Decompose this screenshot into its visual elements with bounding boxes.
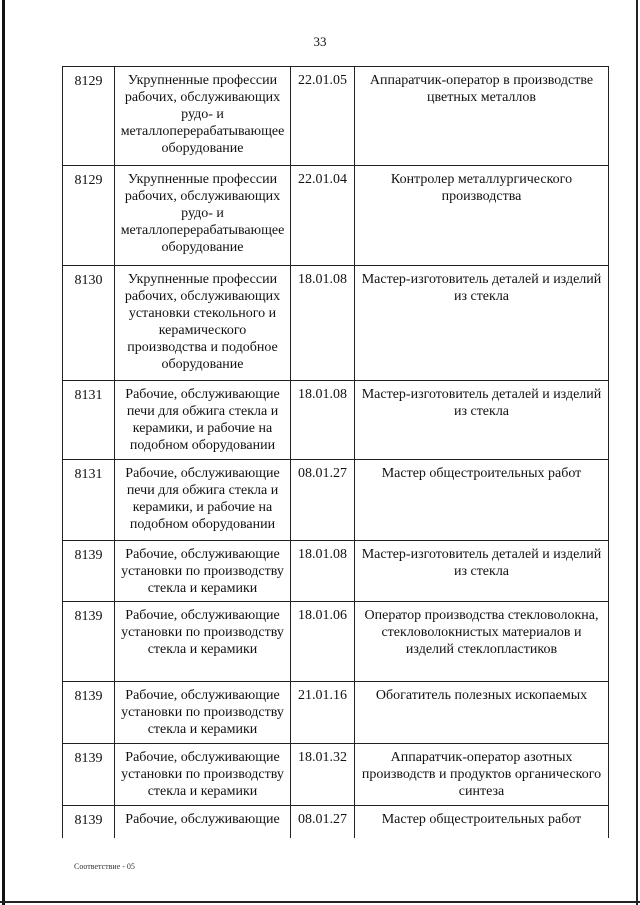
specialty-code-cell: 18.01.08 bbox=[291, 381, 355, 460]
table-row bbox=[63, 67, 609, 166]
page-number: 33 bbox=[313, 34, 327, 49]
profession-table bbox=[62, 66, 609, 838]
profession-name-cell: Оператор производства стекловолокна, стекловолокнистых материалов и изделий стеклопластиков bbox=[355, 602, 609, 682]
profession-name-cell: Обогатитель полезных ископаемых bbox=[355, 682, 609, 744]
profession-name-cell: Мастер-изготовитель деталей и изделий из стекла bbox=[355, 541, 609, 602]
table-row bbox=[63, 744, 609, 806]
page-left-border bbox=[2, 0, 5, 905]
profession-group-cell: Укрупненные профессии рабочих, обслуживающих установки стекольного и керамического производства и подобное оборудование bbox=[115, 266, 291, 381]
table-row bbox=[63, 460, 609, 541]
okz-code-cell: 8139 bbox=[63, 602, 115, 682]
table-row bbox=[63, 541, 609, 602]
profession-group-cell: Рабочие, обслуживающие установки по производству стекла и керамики bbox=[115, 602, 291, 682]
profession-name-cell: Мастер-изготовитель деталей и изделий из стекла bbox=[355, 381, 609, 460]
profession-name-cell: Мастер общестроительных работ bbox=[355, 806, 609, 838]
profession-group-cell: Рабочие, обслуживающие установки по производству стекла и керамики bbox=[115, 541, 291, 602]
profession-group-cell: Укрупненные профессии рабочих, обслуживающих рудо- и металлоперерабатывающее оборудование bbox=[115, 67, 291, 166]
table-row bbox=[63, 266, 609, 381]
page-right-border bbox=[636, 0, 638, 905]
profession-group-cell: Рабочие, обслуживающие печи для обжига стекла и керамики, и рабочие на подобном оборудовании bbox=[115, 460, 291, 541]
footer-note: Соответствие - 05 bbox=[74, 862, 135, 871]
profession-group-cell: Рабочие, обслуживающие установки по производству стекла и керамики bbox=[115, 682, 291, 744]
specialty-code-cell: 18.01.06 bbox=[291, 602, 355, 682]
profession-name-cell: Аппаратчик-оператор азотных производств и продуктов органического синтеза bbox=[355, 744, 609, 806]
specialty-code-cell: 08.01.27 bbox=[291, 806, 355, 838]
profession-group-cell: Рабочие, обслуживающие печи для обжига стекла и керамики, и рабочие на подобном оборудовании bbox=[115, 381, 291, 460]
profession-name-cell: Мастер-изготовитель деталей и изделий из стекла bbox=[355, 266, 609, 381]
okz-code-cell: 8139 bbox=[63, 682, 115, 744]
table-row bbox=[63, 602, 609, 682]
okz-code-cell: 8139 bbox=[63, 806, 115, 838]
okz-code-cell: 8130 bbox=[63, 266, 115, 381]
okz-code-cell: 8131 bbox=[63, 381, 115, 460]
specialty-code-cell: 08.01.27 bbox=[291, 460, 355, 541]
table-row bbox=[63, 166, 609, 266]
table-row bbox=[63, 806, 609, 838]
table-row bbox=[63, 381, 609, 460]
profession-name-cell: Аппаратчик-оператор в производстве цветных металлов bbox=[355, 67, 609, 166]
specialty-code-cell: 21.01.16 bbox=[291, 682, 355, 744]
specialty-code-cell: 18.01.32 bbox=[291, 744, 355, 806]
okz-code-cell: 8139 bbox=[63, 541, 115, 602]
profession-group-cell: Рабочие, обслуживающие установки по производству стекла и керамики bbox=[115, 744, 291, 806]
specialty-code-cell: 18.01.08 bbox=[291, 266, 355, 381]
okz-code-cell: 8129 bbox=[63, 166, 115, 266]
specialty-code-cell: 22.01.05 bbox=[291, 67, 355, 166]
okz-code-cell: 8139 bbox=[63, 744, 115, 806]
profession-group-cell: Рабочие, обслуживающие bbox=[115, 806, 291, 838]
profession-name-cell: Мастер общестроительных работ bbox=[355, 460, 609, 541]
page-bottom-border bbox=[0, 901, 640, 903]
specialty-code-cell: 18.01.08 bbox=[291, 541, 355, 602]
profession-name-cell: Контролер металлургического производства bbox=[355, 166, 609, 266]
specialty-code-cell: 22.01.04 bbox=[291, 166, 355, 266]
profession-group-cell: Укрупненные профессии рабочих, обслуживающих рудо- и металлоперерабатывающее оборудование bbox=[115, 166, 291, 266]
table-row bbox=[63, 682, 609, 744]
okz-code-cell: 8129 bbox=[63, 67, 115, 166]
okz-code-cell: 8131 bbox=[63, 460, 115, 541]
